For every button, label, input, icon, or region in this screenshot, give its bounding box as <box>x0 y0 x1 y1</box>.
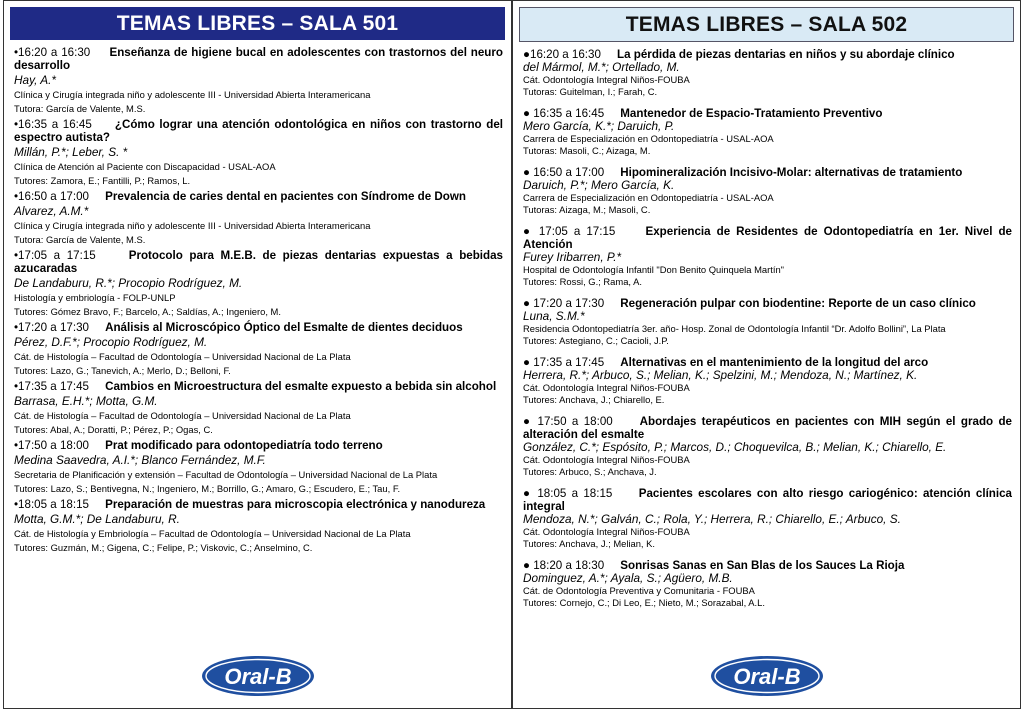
session-time: •16:50 a 17:00 <box>14 190 89 203</box>
session-institution: Residencia Odontopediatría 3er. año- Hosp. Zonal de Odontología Infantil “Dr. Adolfo Bollini”, La Plata <box>523 323 946 334</box>
session-heading <box>14 321 503 334</box>
session-title: Mantenedor de Espacio-Tratamiento Preventivo <box>620 107 883 120</box>
session-authors: Hay, A.* <box>14 73 56 87</box>
session-title: Abordajes terapéuticos en pacientes con MIH según el grado de alteración del esmalte <box>523 415 1013 441</box>
session-title: ¿Cómo lograr una atención odontológica en niños con trastorno del espectro autista? <box>14 118 503 144</box>
session-institution: Secretaria de Planificación y extensión – Facultad de Odontología – Universidad Nacional de La Plata <box>14 469 438 480</box>
session-title: La pérdida de piezas dentarias en niños y su abordaje clínico <box>617 48 955 61</box>
session-tutors: Tutores: Astegiano, C.; Cacioli, J.P. <box>523 335 669 346</box>
session-entry <box>523 297 1012 347</box>
session-title: Prat modificado para odontopediatría todo terreno <box>105 439 383 452</box>
session-authors: Luna, S.M.* <box>523 309 585 323</box>
session-title: Alternativas en el mantenimiento de la longitud del arco <box>620 356 929 369</box>
session-tutors: Tutores: Abal, A.; Doratti, P.; Pérez, P.; Ogas, C. <box>14 424 213 435</box>
session-heading <box>523 487 1012 513</box>
session-entry <box>523 107 1012 157</box>
session-heading <box>523 297 1012 310</box>
session-authors: De Landaburu, R.*; Procopio Rodríguez, M. <box>14 276 243 290</box>
session-tutors: Tutores: Gómez Bravo, F.; Barcelo, A.; Saldías, A.; Ingeniero, M. <box>14 306 281 317</box>
session-authors: del Mármol, M.*; Ortellado, M. <box>523 60 680 74</box>
session-institution: Cát. Odontología Integral Niños-FOUBA <box>523 382 690 393</box>
session-authors: Dominguez, A.*; Ayala, S.; Agüero, M.B. <box>523 571 733 585</box>
session-heading <box>14 118 503 144</box>
session-time: •18:05 a 18:15 <box>14 498 89 511</box>
session-entry <box>523 559 1012 609</box>
svg-text:Oral-B: Oral-B <box>223 664 292 689</box>
session-entry <box>523 48 1012 98</box>
session-entry <box>523 225 1012 288</box>
session-tutors: Tutores: Arbuco, S.; Anchava, J. <box>523 466 657 477</box>
session-institution: Cát. Odontología Integral Niños-FOUBA <box>523 526 690 537</box>
session-tutors: Tutoras: Aizaga, M.; Masoli, C. <box>523 204 651 215</box>
session-entry <box>14 380 503 437</box>
column-sala-501 <box>3 0 512 709</box>
session-authors: Motta, G.M.*; De Landaburu, R. <box>14 512 180 526</box>
session-entry <box>14 498 503 555</box>
session-entry <box>523 415 1012 478</box>
session-tutors: Tutores: Lazo, S.; Bentivegna, N.; Ingeniero, M.; Borrillo, G.; Amaro, G.; Escudero, E.; Tau, F. <box>14 483 401 494</box>
session-institution: Cát. Odontología Integral Niños-FOUBA <box>523 74 690 85</box>
session-time: •17:50 a 18:00 <box>14 439 89 452</box>
session-title: Hipomineralización Incisivo-Molar: alternativas de tratamiento <box>620 166 963 179</box>
session-heading <box>14 439 503 452</box>
session-institution: Cát. de Histología y Embriología – Facultad de Odontología – Universidad Nacional de La Plata <box>14 528 411 539</box>
session-authors: Mendoza, N.*; Galván, C.; Rola, Y.; Herrera, R.; Chiarello, E.; Arbuco, S. <box>523 512 901 526</box>
session-title: Experiencia de Residentes de Odontopediatría en 1er. Nivel de Atención <box>523 225 1012 251</box>
session-time: ●16:20 a 16:30 <box>523 48 601 61</box>
session-title: Sonrisas Sanas en San Blas de los Sauces La Rioja <box>620 559 905 572</box>
session-institution: Clínica y Cirugía integrada niño y adolescente III - Universidad Abierta Interamericana <box>14 89 371 100</box>
session-authors: González, C.*; Espósito, P.; Marcos, D.; Choquevilca, B.; Melian, K.; Chiarello, E. <box>523 440 947 454</box>
session-heading <box>14 249 503 275</box>
session-entry <box>14 249 503 319</box>
session-institution: Clínica y Cirugía integrada niño y adolescente III - Universidad Abierta Interamericana <box>14 220 371 231</box>
session-time: •17:05 a 17:15 <box>14 249 96 262</box>
session-time: ● 18:20 a 18:30 <box>523 559 605 572</box>
session-tutors: Tutoras: Guitelman, I.; Farah, C. <box>523 86 658 97</box>
session-title: Cambios en Microestructura del esmalte expuesto a bebida sin alcohol <box>105 380 497 393</box>
session-time: ● 18:05 a 18:15 <box>523 487 613 500</box>
session-title: Prevalencia de caries dental en pacientes con Síndrome de Down <box>105 190 466 203</box>
session-tutors: Tutores: Anchava, J.; Melian, K. <box>523 538 656 549</box>
session-authors: Barrasa, E.H.*; Motta, G.M. <box>14 394 158 408</box>
session-authors: Furey Iribarren, P.* <box>523 250 622 264</box>
session-authors: Mero García, K.*; Daruich, P. <box>523 119 675 133</box>
session-heading <box>14 190 503 203</box>
session-entry <box>523 166 1012 216</box>
session-title: Regeneración pulpar con biodentine: Reporte de un caso clínico <box>620 297 976 310</box>
session-authors: Herrera, R.*; Arbuco, S.; Melian, K.; Spelzini, M.; Mendoza, N.; Martínez, K. <box>523 368 918 382</box>
session-tutors: Tutores: Rossi, G.; Rama, A. <box>523 276 642 287</box>
session-entry <box>523 487 1012 550</box>
session-title: Análisis al Microscópico Óptico del Esmalte de dientes deciduos <box>105 321 463 334</box>
session-title: Preparación de muestras para microscopia electrónica y nanodureza <box>105 498 486 511</box>
session-entry <box>523 356 1012 406</box>
sala-501-entries <box>4 40 511 555</box>
session-heading <box>14 46 503 72</box>
session-title: Protocolo para M.E.B. de piezas dentarias expuestas a bebidas azucaradas <box>14 249 503 275</box>
session-tutors: Tutoras: Masoli, C.; Aizaga, M. <box>523 145 651 156</box>
session-tutors: Tutores: Zamora, E.; Fantilli, P.; Ramos, L. <box>14 175 191 186</box>
session-institution: Cát. de Histología – Facultad de Odontología – Universidad Nacional de La Plata <box>14 410 351 421</box>
sala-502-entries <box>513 42 1020 609</box>
session-tutors: Tutora: García de Valente, M.S. <box>14 234 146 245</box>
session-entry <box>14 190 503 247</box>
session-authors: Daruich, P.*; Mero García, K. <box>523 178 675 192</box>
session-heading <box>523 415 1012 441</box>
session-authors: Millán, P.*; Leber, S. * <box>14 145 128 159</box>
svg-text:Oral-B: Oral-B <box>732 664 801 689</box>
session-time: ● 17:35 a 17:45 <box>523 356 605 369</box>
session-entry <box>14 46 503 116</box>
oral-b-logo <box>200 655 315 697</box>
session-authors: Medina Saavedra, A.I.*; Blanco Fernández, M.F. <box>14 453 266 467</box>
sala-501-title: TEMAS LIBRES – SALA 501 <box>10 7 505 40</box>
session-authors: Pérez, D.F.*; Procopio Rodríguez, M. <box>14 335 208 349</box>
session-entry <box>14 118 503 188</box>
session-heading <box>14 380 503 393</box>
session-time: •16:35 a 16:45 <box>14 118 92 131</box>
session-tutors: Tutores: Lazo, G.; Tanevich, A.; Merlo, D.; Belloni, F. <box>14 365 231 376</box>
session-time: ● 17:50 a 18:00 <box>523 415 613 428</box>
session-time: •17:35 a 17:45 <box>14 380 89 393</box>
session-authors: Alvarez, A.M.* <box>14 204 89 218</box>
session-title: Pacientes escolares con alto riesgo cariogénico: atención clínica integral <box>523 487 1013 513</box>
session-tutors: Tutores: Cornejo, C.; Di Leo, E.; Nieto, M.; Sorazabal, A.L. <box>523 597 765 608</box>
oral-b-logo <box>709 655 824 697</box>
column-sala-502 <box>512 0 1021 709</box>
session-tutors: Tutora: García de Valente, M.S. <box>14 103 146 114</box>
session-heading <box>523 225 1012 251</box>
session-institution: Histología y embriología - FOLP-UNLP <box>14 292 176 303</box>
session-institution: Hospital de Odontología Infantil "Don Benito Quinquela Martín" <box>523 264 784 275</box>
session-entry <box>14 439 503 496</box>
session-institution: Cát. Odontología Integral Niños-FOUBA <box>523 454 690 465</box>
session-time: ● 16:35 a 16:45 <box>523 107 605 120</box>
session-time: ● 17:20 a 17:30 <box>523 297 605 310</box>
session-institution: Cát. de Histología – Facultad de Odontología – Universidad Nacional de La Plata <box>14 351 351 362</box>
session-tutors: Tutores: Guzmán, M.; Gigena, C.; Felipe, P.; Viskovic, C.; Anselmino, C. <box>14 542 313 553</box>
session-time: ● 17:05 a 17:15 <box>523 225 616 238</box>
session-tutors: Tutores: Anchava, J.; Chiarello, E. <box>523 394 665 405</box>
sala-502-title: TEMAS LIBRES – SALA 502 <box>519 7 1014 42</box>
session-entry <box>14 321 503 378</box>
session-time: ● 16:50 a 17:00 <box>523 166 605 179</box>
session-institution: Carrera de Especialización en Odontopediatría - USAL-AOA <box>523 192 774 203</box>
session-heading <box>14 498 503 511</box>
session-title: Enseñanza de higiene bucal en adolescentes con trastornos del neuro desarrollo <box>14 46 503 72</box>
session-time: •16:20 a 16:30 <box>14 46 91 59</box>
session-institution: Cát. de Odontología Preventiva y Comunitaria - FOUBA <box>523 585 755 596</box>
session-institution: Carrera de Especialización en Odontopediatría - USAL-AOA <box>523 133 774 144</box>
session-institution: Clínica de Atención al Paciente con Discapacidad - USAL-AOA <box>14 161 276 172</box>
session-time: •17:20 a 17:30 <box>14 321 89 334</box>
